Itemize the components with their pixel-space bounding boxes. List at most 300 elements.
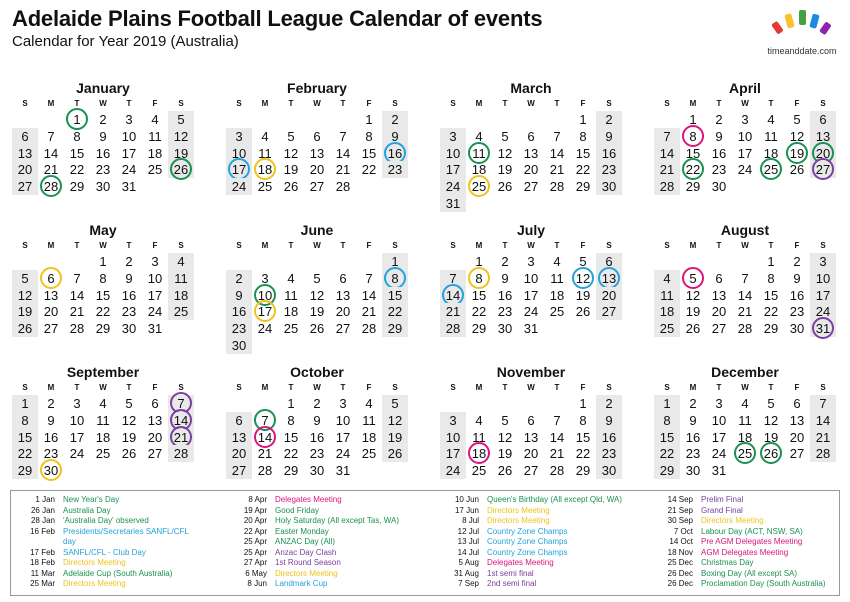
day-cell: 8 [767,270,775,286]
weekday-label: T [340,383,346,392]
day-cell: 7 [810,395,836,412]
day-cell: 25 [471,463,487,479]
day-cell: 10 [252,287,278,304]
legend-date: 19 Apr [243,505,267,515]
day-cell: 5 [501,412,509,428]
day-cell: 19 [784,145,810,162]
legend-date: 6 May [245,568,267,578]
day-cell: 12 [497,429,513,445]
day-cell: 15 [763,287,779,303]
day-cell: 2 [382,111,408,128]
day-cell: 22 [680,161,706,178]
day-cell: 24 [335,446,351,462]
day-cell: 27 [335,321,351,337]
day-cell: 31 [523,321,539,337]
day-cell: 3 [715,396,723,411]
legend-event-name: ANZAC Day (All) [275,537,336,546]
day-cell: 1 [475,254,483,269]
legend-event-name: AGM Delegates Meeting [701,547,789,557]
weekday-label: T [768,241,774,250]
legend-date: 16 Feb [30,526,55,536]
day-cell: 1 [12,395,38,412]
day-cell: 1 [579,396,587,411]
legend-date: 22 Apr [243,526,267,536]
weekday-label: S [178,383,184,392]
legend-date: 28 Jan [30,516,55,525]
day-cell: 10 [121,128,137,144]
day-cell: 20 [523,162,539,178]
event-circle [682,267,704,289]
weekday-label: S [664,241,670,250]
day-cell: 3 [73,396,81,411]
weekday-label: S [450,383,456,392]
legend-item [437,558,647,569]
legend-date: 25 Apr [243,537,267,546]
weekday-label: T [340,99,346,108]
day-cell: 15 [382,287,408,304]
day-cell: 11 [168,270,194,287]
legend-item [651,527,837,538]
day-cell: 18 [549,287,565,303]
day-cell: 17 [226,161,252,178]
day-cell: 16 [711,145,727,161]
day-cell: 30 [789,321,805,337]
legend-item [437,569,647,580]
day-cell: 30 [226,337,252,354]
day-cell: 23 [382,161,408,178]
day-cell: 24 [737,162,753,178]
day-cell: 17 [252,303,278,320]
weekday-label: T [716,99,722,108]
day-cell: 28 [549,463,565,479]
day-cell: 18 [252,161,278,178]
day-cell: 5 [793,112,801,127]
weekday-label: F [580,99,586,108]
day-cell: 21 [737,304,753,320]
day-cell: 8 [99,270,107,286]
day-cell: 3 [125,112,133,127]
day-cell: 19 [309,304,325,320]
day-cell: 14 [168,412,194,429]
legend-item [13,579,223,590]
legend-item [437,506,647,517]
event-circle [468,142,490,164]
legend-event-name: 1st semi final [487,568,534,578]
day-cell: 30 [685,463,701,479]
legend-column [651,495,837,590]
legend-item [225,537,435,548]
event-circle [384,142,406,164]
day-cell: 30 [711,179,727,195]
day-cell: 15 [685,145,701,161]
day-cell: 21 [549,446,565,462]
day-cell: 19 [497,162,513,178]
month-name: February [287,80,347,96]
day-cell: 27 [147,446,163,462]
day-cell: 16 [596,145,622,162]
day-cell: 19 [382,429,408,446]
event-circle [228,158,250,180]
day-cell: 1 [287,396,295,411]
day-cell: 28 [549,179,565,195]
day-cell: 2 [313,396,321,411]
legend-date: 25 Apr [243,547,267,557]
day-cell: 11 [764,128,778,144]
weekday-label: T [126,241,132,250]
day-cell: 28 [335,179,351,195]
day-cell: 24 [69,446,85,462]
day-cell: 4 [741,396,749,411]
day-cell: 27 [711,321,727,337]
legend-item [13,506,223,517]
day-cell: 17 [711,429,727,445]
day-cell: 31 [121,179,137,195]
weekday-label: S [392,241,398,250]
day-cell: 11 [472,429,486,445]
day-cell: 10 [737,128,753,144]
month-name: April [729,80,761,96]
day-cell: 15 [69,145,85,161]
day-cell: 27 [523,463,539,479]
weekday-label: T [554,383,560,392]
legend-date: 5 Aug [458,558,479,567]
day-cell: 4 [475,128,483,144]
weekday-label: M [261,241,269,250]
event-circle [760,158,782,180]
day-cell: 6 [12,128,38,145]
legend-item [651,516,837,527]
weekday-label: W [99,383,107,392]
weekday-label: S [820,241,826,250]
event-circle [812,158,834,180]
day-cell: 2 [125,254,133,269]
day-cell: 3 [810,253,836,270]
legend-event-name: Grand Final [701,505,743,515]
legend-event-name: Pre AGM Delegates Meeting [701,537,803,546]
day-cell: 9 [715,128,723,144]
day-cell: 25 [758,161,784,178]
weekday-label: S [178,99,184,108]
event-circle [40,459,62,481]
day-cell: 7 [168,395,194,412]
event-circle [468,175,490,197]
day-cell: 23 [596,161,622,178]
day-cell: 1 [654,395,680,412]
day-cell: 24 [257,321,273,337]
weekday-label: T [74,383,80,392]
weekday-label: T [716,241,722,250]
day-cell: 24 [440,462,466,479]
weekday-label: T [502,241,508,250]
day-cell: 4 [99,396,107,411]
day-cell: 4 [261,128,269,144]
day-cell: 17 [810,287,836,304]
month-name: July [516,222,545,238]
day-cell: 2 [99,112,107,127]
weekday-label: W [527,99,535,108]
day-cell: 9 [47,412,55,428]
legend-column [225,495,435,590]
legend-item [437,548,647,559]
day-cell: 4 [287,270,295,286]
day-cell: 8 [654,412,680,429]
legend-item [225,569,435,580]
day-cell: 26 [12,320,38,337]
day-cell: 3 [261,270,269,286]
day-cell: 27 [789,446,805,462]
weekday-label: S [22,383,28,392]
day-cell: 18 [654,303,680,320]
legend-date: 26 Dec [667,568,693,578]
day-cell: 12 [789,128,805,144]
day-cell: 26 [309,321,325,337]
day-cell: 13 [523,145,539,161]
day-cell: 15 [361,145,377,161]
day-cell: 21 [654,161,680,178]
legend-event-name: Prelim Final [701,495,744,504]
event-circle [254,300,276,322]
day-cell: 28 [737,321,753,337]
day-cell: 5 [382,395,408,412]
legend-item [437,516,647,527]
day-cell: 15 [95,287,111,303]
day-cell: 29 [12,462,38,479]
day-cell: 16 [497,287,513,303]
day-cell: 11 [258,145,272,161]
weekday-label: W [741,99,749,108]
legend-item [225,506,435,517]
day-cell: 8 [73,128,81,144]
day-cell: 20 [43,304,59,320]
weekday-label: S [178,241,184,250]
day-cell: 11 [550,270,564,286]
event-circle [468,442,490,464]
weekday-label: F [152,99,158,108]
day-cell: 23 [121,304,137,320]
day-cell: 11 [654,287,680,304]
day-cell: 30 [309,463,325,479]
day-cell: 23 [226,320,252,337]
day-cell: 8 [12,412,38,429]
legend-date: 21 Sep [667,505,693,515]
day-cell: 20 [711,304,727,320]
day-cell: 22 [95,304,111,320]
weekday-label: S [22,241,28,250]
legend-event-name: Boxing Day (All except SA) [701,568,798,578]
legend-date: 30 Sep [667,516,693,525]
legend-event-name: day [63,537,76,546]
day-cell: 29 [575,463,591,479]
legend-event-name: Delegates Meeting [275,495,342,504]
weekday-label: W [741,241,749,250]
day-cell: 26 [168,161,194,178]
day-cell: 5 [579,254,587,269]
day-cell: 6 [793,396,801,411]
day-cell: 18 [471,162,487,178]
day-cell: 8 [579,128,587,144]
day-cell: 3 [741,112,749,127]
day-cell: 14 [737,287,753,303]
day-cell: 1 [382,253,408,270]
legend-item [225,495,435,506]
day-cell: 30 [121,321,137,337]
legend-date: 26 Jan [30,505,55,515]
weekday-label: T [340,241,346,250]
day-cell: 28 [69,321,85,337]
day-cell: 18 [361,429,377,445]
day-cell: 26 [497,463,513,479]
weekday-label: M [689,383,697,392]
day-cell: 15 [575,429,591,445]
legend-date: 8 Jun [247,579,267,588]
legend-event-name: New Year's Day [63,495,120,504]
day-cell: 13 [596,270,622,287]
day-cell: 5 [767,396,775,411]
legend-item [13,569,223,580]
day-cell: 12 [12,287,38,304]
weekday-label: T [74,241,80,250]
legend-date: 26 Dec [667,579,693,588]
day-cell: 11 [96,412,110,428]
day-cell: 3 [440,128,466,145]
day-cell: 6 [226,412,252,429]
day-cell: 20 [810,145,836,162]
day-cell: 23 [711,162,727,178]
day-cell: 15 [471,287,487,303]
legend-event-name: Easter Monday [275,526,329,536]
day-cell: 7 [440,270,466,287]
day-cell: 14 [810,412,836,429]
day-cell: 29 [575,179,591,195]
event-circle [572,267,594,289]
weekday-label: T [288,241,294,250]
day-cell: 24 [810,303,836,320]
day-cell: 10 [440,145,466,162]
day-cell: 22 [12,445,38,462]
day-cell: 25 [95,446,111,462]
event-circle [66,108,88,130]
day-cell: 27 [309,179,325,195]
day-cell: 23 [95,162,111,178]
legend-event-name: Landmark Cup [275,579,328,588]
day-cell: 6 [339,270,347,286]
day-cell: 5 [12,270,38,287]
day-cell: 9 [226,287,252,304]
weekday-label: M [475,241,483,250]
day-cell: 9 [313,412,321,428]
day-cell: 30 [497,321,513,337]
weekday-label: S [450,241,456,250]
day-cell: 29 [471,321,487,337]
legend-item [225,558,435,569]
day-cell: 25 [257,179,273,195]
day-cell: 1 [365,112,373,127]
legend-date: 7 Oct [673,526,693,536]
legend-item [651,495,837,506]
day-cell: 14 [335,145,351,161]
weekday-label: T [126,99,132,108]
legend-item [651,506,837,517]
day-cell: 10 [440,429,466,446]
legend-item [225,548,435,559]
legend-date: 11 Mar [30,568,55,578]
weekday-label: M [689,99,697,108]
legend-date: 7 Sep [458,579,479,588]
weekday-label: T [768,99,774,108]
event-circle [734,442,756,464]
weekday-label: F [794,241,800,250]
day-cell: 3 [440,412,466,429]
legend-item [437,537,647,548]
event-circle [468,267,490,289]
day-cell: 24 [121,162,137,178]
legend-date: 18 Feb [30,558,55,567]
day-cell: 28 [38,178,64,195]
day-cell: 16 [382,145,408,162]
legend-event-name: 'Australia Day' observed [63,516,149,525]
day-cell: 23 [309,446,325,462]
month-name: November [496,364,566,380]
day-cell: 13 [12,145,38,162]
day-cell: 18 [763,145,779,161]
day-cell: 21 [257,446,273,462]
day-cell: 7 [741,270,749,286]
day-cell: 13 [43,287,59,303]
legend-column [437,495,647,590]
day-cell: 9 [382,128,408,145]
day-cell: 3 [151,254,159,269]
weekday-label: T [288,99,294,108]
day-cell: 26 [758,445,784,462]
legend-date: 18 Nov [667,547,693,557]
day-cell: 26 [497,179,513,195]
day-cell: 26 [382,445,408,462]
month-name: March [510,80,552,96]
day-cell: 4 [475,412,483,428]
weekday-label: F [152,241,158,250]
day-cell: 16 [789,287,805,303]
weekday-label: T [554,241,560,250]
day-cell: 19 [685,304,701,320]
day-cell: 7 [553,128,561,144]
day-cell: 5 [680,270,706,287]
day-cell: 17 [121,145,137,161]
day-cell: 30 [596,178,622,195]
day-cell: 16 [43,429,59,445]
day-cell: 10 [147,270,163,286]
day-cell: 26 [121,446,137,462]
event-circle [40,175,62,197]
day-cell: 22 [575,162,591,178]
event-circle [254,426,276,448]
legend-event-name: Country Zone Champs [487,526,568,536]
day-cell: 31 [335,463,351,479]
day-cell: 31 [711,463,727,479]
day-cell: 23 [43,446,59,462]
day-cell: 20 [226,445,252,462]
day-cell: 15 [575,145,591,161]
day-cell: 13 [335,287,351,303]
day-cell: 7 [553,412,561,428]
day-cell: 11 [284,287,298,303]
day-cell: 22 [575,446,591,462]
day-cell: 30 [38,462,64,479]
day-cell: 4 [553,254,561,269]
day-cell: 27 [596,303,622,320]
day-cell: 12 [309,287,325,303]
day-cell: 25 [147,162,163,178]
day-cell: 5 [501,128,509,144]
